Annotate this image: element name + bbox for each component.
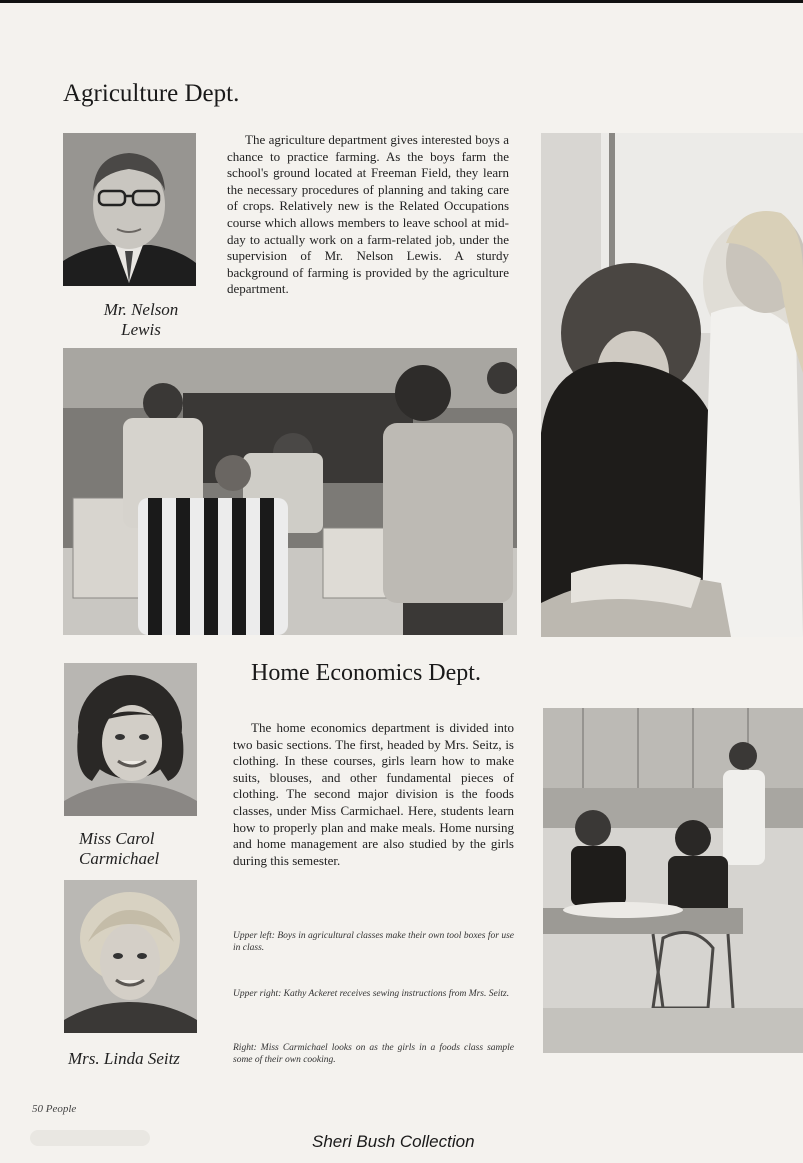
top-rule (0, 0, 803, 3)
page-smudge (30, 1130, 150, 1146)
teacher-name-linda-seitz: Mrs. Linda Seitz (68, 1049, 180, 1068)
agriculture-body-text: The agriculture department gives interested boys a chance to practice farming. As the boys farm the school's ground located at Freeman Field, they learn the necessary procedures of planning and taking care of crops. Relatively new is the Related Occupations course which allows members to leave school at mid-day to actually work on a farm-related job, under the supervision of Mr. Nelson Lewis. A sturdy background of farming is provided by the agriculture department. (227, 132, 509, 297)
agriculture-title: Agriculture Dept. (63, 80, 240, 107)
home-economics-title: Home Economics Dept. (251, 660, 481, 686)
collection-watermark: Sheri Bush Collection (312, 1132, 475, 1151)
photo-girls-sewing (541, 133, 803, 637)
portrait-linda-seitz (64, 880, 197, 1033)
caption-upper-left: Upper left: Boys in agricultural classes make their own tool boxes for use in class. (233, 931, 514, 953)
caption-upper-right: Upper right: Kathy Ackeret receives sewing instructions from Mrs. Seitz. (233, 989, 510, 999)
teacher-name-carol-carmichael: Miss Carol Carmichael (79, 829, 160, 868)
page-folio: 50 People (32, 1103, 77, 1115)
portrait-nelson-lewis (63, 133, 196, 286)
teacher-name-nelson-lewis: Mr. Nelson Lewis (103, 300, 179, 339)
photo-foods-class (543, 708, 803, 1053)
caption-right: Right: Miss Carmichael looks on as the girls in a foods class sample some of their own cooking. (233, 1043, 514, 1065)
portrait-carol-carmichael (64, 663, 197, 816)
home-economics-body-text: The home economics department is divided into two basic sections. The first, headed by Mrs. Seitz, is clothing. In these courses, girls learn how to make suits, blouses, and other fundamental pieces of clothing. The second major division is the foods classes, under Miss Carmichael. Here, students learn how to properly plan and make meals. Home nursing and home management are also studied by the girls during this semester. (233, 720, 514, 868)
photo-boys-workshop (63, 348, 517, 635)
